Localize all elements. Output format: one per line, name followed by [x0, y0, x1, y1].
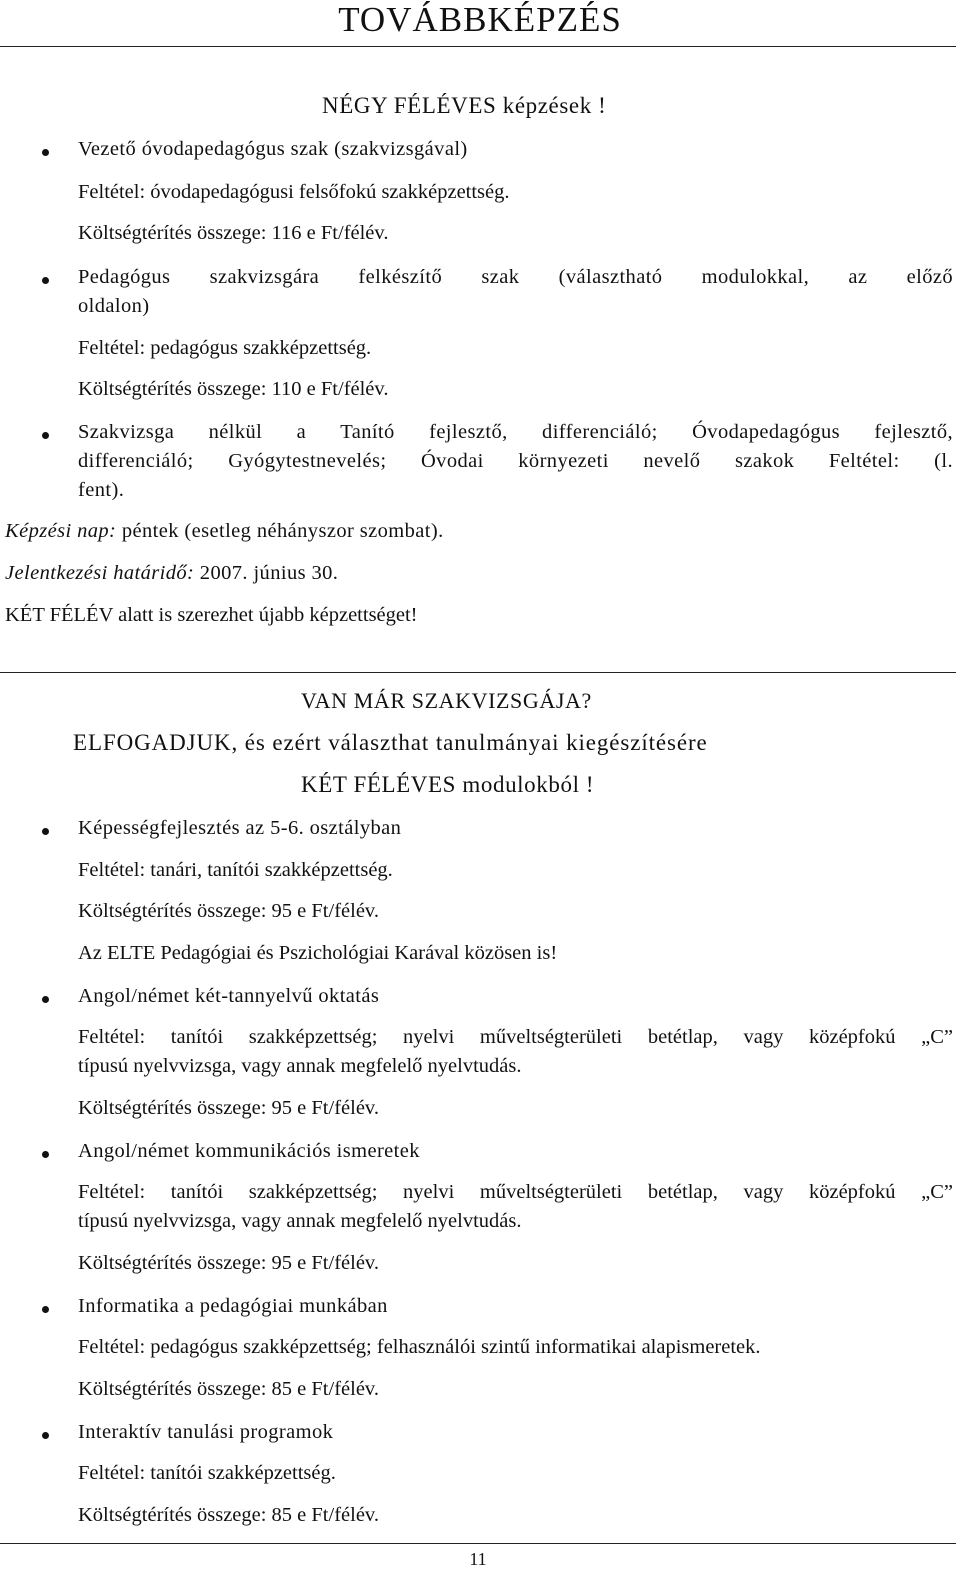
training-day-label: Képzési nap:	[5, 520, 117, 542]
module-condition: Feltétel: tanári, tanítói szakképzettség.	[78, 859, 393, 881]
module-cost: Költségtérítés összege: 95 e Ft/félév.	[78, 1252, 379, 1274]
module-condition-line2: típusú nyelvvizsga, vagy annak megfelelő nyelvtudás.	[78, 1055, 522, 1077]
training-day-value: péntek (esetleg néhányszor szombat).	[121, 520, 444, 542]
two-semester-note: KÉT FÉLÉV alatt is szerezhet újabb képzettséget!	[5, 604, 418, 626]
module-cost: Költségtérítés összege: 85 e Ft/félév.	[78, 1378, 379, 1400]
bullet	[42, 149, 49, 156]
module-condition-line2: típusú nyelvvizsga, vagy annak megfelelő nyelvtudás.	[78, 1210, 522, 1232]
module-cost: Költségtérítés összege: 95 e Ft/félév.	[78, 900, 379, 922]
specialization-line2: differenciáló; Gyógytestnevelés; Óvodai környezeti nevelő szakok Feltétel: (l.	[78, 450, 953, 472]
section-divider	[0, 672, 956, 673]
module-name: Informatika a pedagógiai munkában	[78, 1295, 388, 1317]
course-name: Vezető óvodapedagógus szak (szakvizsgával)	[78, 138, 468, 160]
course-cost: Költségtérítés összege: 116 e Ft/félév.	[78, 222, 389, 244]
deadline-value: 2007. június 30.	[199, 562, 339, 584]
module-extra-note: Az ELTE Pedagógiai és Pszichológiai Karával közösen is!	[78, 942, 558, 964]
title-divider	[0, 46, 956, 47]
page-number: 11	[469, 1549, 487, 1569]
module-name: Interaktív tanulási programok	[78, 1421, 334, 1443]
four-semester-heading: NÉGY FÉLÉVES képzések !	[322, 93, 607, 118]
specialization-line3: fent).	[78, 479, 125, 501]
training-day	[5, 520, 444, 543]
module-name: Angol/német kommunikációs ismeretek	[78, 1140, 420, 1162]
bullet	[42, 432, 49, 439]
module-cost: Költségtérítés összege: 85 e Ft/félév.	[78, 1504, 379, 1526]
bullet	[42, 1306, 49, 1313]
deadline	[5, 562, 338, 585]
module-name: Angol/német két-tannyelvű oktatás	[78, 985, 380, 1007]
module-condition-line1: Feltétel: tanítói szakképzettség; nyelvi műveltségterületi betétlap, vagy középfokú „C”	[78, 1181, 953, 1203]
course-name-line1: Pedagógus szakvizsgára felkészítő szak (választható modulokkal, az előző	[78, 266, 953, 288]
page-title: TOVÁBBKÉPZÉS	[338, 0, 622, 39]
bullet	[42, 1432, 49, 1439]
deadline-label: Jelentkezési határidő:	[5, 562, 195, 584]
specialization-line1: Szakvizsga nélkül a Tanító fejlesztő, differenciáló; Óvodapedagógus fejlesztő,	[78, 421, 953, 443]
course-name-line2: oldalon)	[78, 295, 150, 317]
two-semester-heading-question: VAN MÁR SZAKVIZSGÁJA?	[301, 688, 592, 713]
module-name: Képességfejlesztés az 5-6. osztályban	[78, 817, 402, 839]
course-condition: Feltétel: óvodapedagógusi felsőfokú szakképzettség.	[78, 181, 510, 203]
two-semester-heading-modules: KÉT FÉLÉVES modulokból !	[301, 772, 595, 797]
bullet	[42, 996, 49, 1003]
module-condition: Feltétel: pedagógus szakképzettség; felhasználói szintű informatikai alapismeretek.	[78, 1336, 761, 1358]
bullet	[42, 828, 49, 835]
two-semester-heading-accept: ELFOGADJUK, és ezért választhat tanulmányai kiegészítésére	[73, 730, 708, 755]
course-condition: Feltétel: pedagógus szakképzettség.	[78, 337, 372, 359]
course-cost: Költségtérítés összege: 110 e Ft/félév.	[78, 378, 389, 400]
bullet	[42, 1151, 49, 1158]
module-cost: Költségtérítés összege: 95 e Ft/félév.	[78, 1097, 379, 1119]
module-condition: Feltétel: tanítói szakképzettség.	[78, 1462, 336, 1484]
bullet	[42, 277, 49, 284]
module-condition-line1: Feltétel: tanítói szakképzettség; nyelvi műveltségterületi betétlap, vagy középfokú „C”	[78, 1026, 953, 1048]
footer-divider	[0, 1543, 956, 1544]
